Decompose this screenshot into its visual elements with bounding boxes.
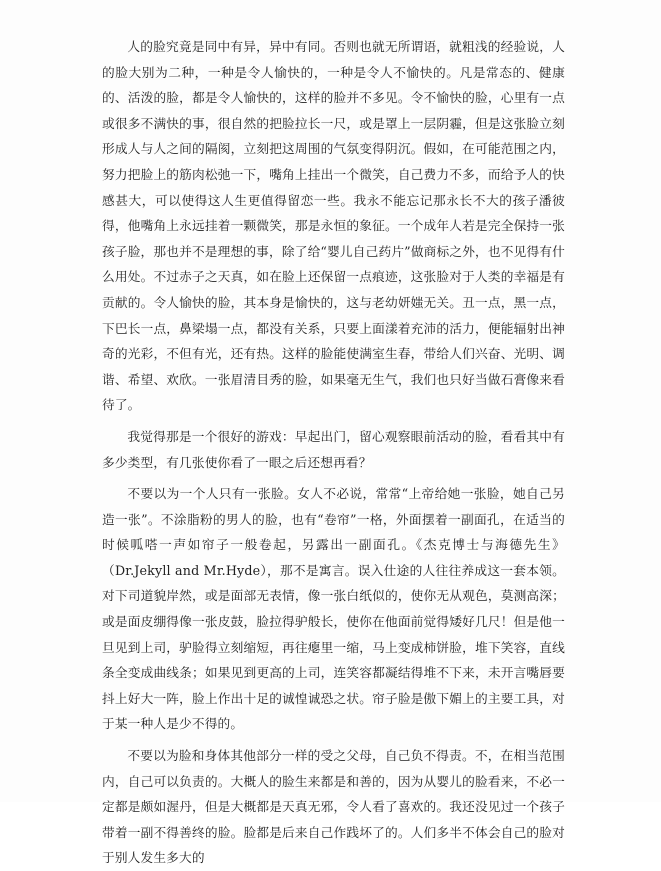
paragraph-2: 我觉得那是一个很好的游戏：早起出门，留心观察眼前活动的脸，看看其中有多少类型，有几张使你看了一眼之后还想再看？ [102,428,565,470]
paragraph-3: 不要以为一个人只有一张脸。女人不必说，常常“上帝给她一张脸，她自己另造一张”。不涂脂粉的男人的脸，也有“卷帘”一格，外面摆着一副面孔，在适当的时候呱嗒一声如帘子一般卷起，另露出一副面孔。《杰克博士与海德先生》（Dr.Jekyll and Mr.Hyde），那不是寓言。误入仕途的人往往养成这一套本领。对下司道貌岸然，或是面部无表情，像一张白纸似的，使你无从观色，莫测高深；或是面皮绷得像一张皮鼓，脸拉得驴般长，使你在他面前觉得矮好几尺！但是他一旦见到上司，驴脸得立刻缩短，再往瘪里一缩，马上变成柿饼脸，堆下笑容，直线条全变成曲线条；如果见到更高的上司，连笑容都凝结得堆不下来，未开言嘴唇要抖上好大一阵，脸上作出十足的诚惶诚恐之状。帘子脸是傲下媚上的主要工具，对于某一种人是少不得的。 [102,486,565,732]
paragraph-1: 人的脸究竟是同中有异，异中有同。否则也就无所谓语，就粗浅的经验说，人的脸大别为二种，一种是令人愉快的，一种是令人不愉快的。凡是常态的、健康的、活泼的脸，都是令人愉快的，这样的脸并不多见。令不愉快的脸，心里有一点或很多不满快的事，很自然的把脸拉长一尺，或是罩上一层阴霾，但是这张脸立刻形成人与人之间的隔阂，立刻把这周围的气氛变得阴沉。假如，在可能范围之内，努力把脸上的筋肉松弛一下，嘴角上挂出一个微笑，自己费力不多，而给予人的快感甚大，可以使得这人生更值得留恋一些。我永不能忘记那永长不大的孩子潘彼得，他嘴角上永远挂着一颗微笑，那是永恒的象征。一个成年人若是完全保持一张孩子脸，那也并不是理想的事，除了给“婴儿自己药片”做商标之外，也不见得有什么用处。不过赤子之天真，如在脸上还保留一点痕迹，这张脸对于人类的幸福是有贡献的。令人愉快的脸，其本身是愉快的，这与老幼妍媸无关。丑一点，黑一点，下巴长一点，鼻梁塌一点，都没有关系，只要上面漾着充沛的活力，便能辐射出神奇的光彩，不但有光，还有热。这样的脸能使满室生春，带给人们兴奋、光明、调谐、希望、欢欣。一张眉清目秀的脸，如果毫无生气，我们也只好当做石膏像来看待了。 [102,39,565,413]
paragraph-4: 不要以为脸和身体其他部分一样的受之父母，自己负不得责。不，在相当范围内，自己可以负责的。大概人的脸生来都是和善的，因为从婴儿的脸看来，不必一定都是颇如渥丹，但是大概都是天真无邪，令人看了喜欢的。我还没见过一个孩子带着一副不得善终的脸。脸都是后来自己作践坏了的。人们多半不体会自己的脸对于别人发生多大的 [102,748,565,866]
